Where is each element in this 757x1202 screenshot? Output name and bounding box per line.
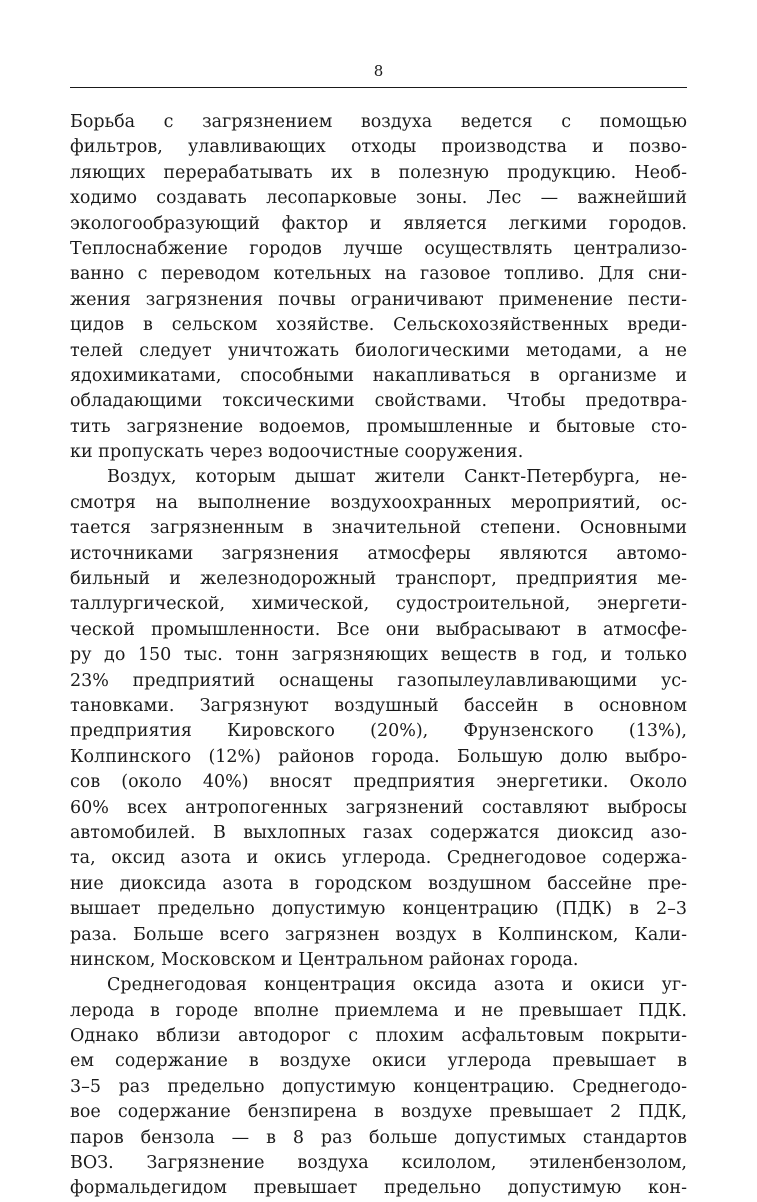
text-line: вое содержание бензпирена в воздухе превышает 2 ПДК, — [70, 1102, 687, 1123]
text-line: формальдегидом превышает предельно допустимую кон- — [70, 1178, 687, 1199]
text-line: смотря на выполнение воздухоохранных мероприятий, ос- — [70, 492, 687, 513]
text-line: та, оксид азота и окись углерода. Среднегодовое содержа- — [70, 848, 687, 869]
text-line: ходимо создавать лесопарковые зоны. Лес — важнейший — [70, 188, 687, 209]
text-line: тановками. Загрязнуют воздушный бассейн в основном — [70, 695, 687, 716]
paragraph-3 — [70, 973, 687, 1202]
text-line: телей следует уничтожать биологическими методами, а не — [70, 340, 687, 361]
text-line: ру до 150 тыс. тонн загрязняющих веществ в год, и только — [70, 645, 687, 666]
text-line: таллургической, химической, судостроительной, энергети- — [70, 594, 687, 615]
body-text — [70, 110, 687, 1202]
text-line: Теплоснабжение городов лучше осуществлять централизо- — [70, 238, 687, 259]
page-number: 8 — [373, 62, 384, 80]
text-line: 3–5 раз предельно допустимую концентрацию. Среднегодо- — [70, 1076, 687, 1097]
text-line: сов (около 40%) вносят предприятия энергетики. Около — [70, 772, 687, 793]
text-line: жения загрязнения почвы ограничивают применение пести- — [70, 289, 687, 310]
text-line: ванно с переводом котельных на газовое топливо. Для сни- — [70, 264, 687, 285]
text-line: раза. Больше всего загрязнен воздух в Колпинском, Кали- — [70, 924, 687, 945]
text-line: ние диоксида азота в городском воздушном бассейне пре- — [70, 873, 687, 894]
text-line: тается загрязненным в значительной степени. Основными — [70, 518, 687, 539]
text-line: обладающими токсическими свойствами. Чтобы предотвра- — [70, 391, 687, 412]
text-line: лерода в городе вполне приемлема и не превышает ПДК. — [70, 1000, 687, 1021]
text-line: ем содержание в воздухе окиси углерода превышает в — [70, 1051, 687, 1072]
paragraph-2 — [70, 465, 687, 973]
text-line: Колпинского (12%) районов города. Большую долю выбро- — [70, 746, 687, 767]
text-line: нинском, Московском и Центральном районах города. — [70, 949, 579, 970]
paragraph-1 — [70, 110, 687, 465]
text-line: предприятия Кировского (20%), Фрунзенского (13%), — [70, 721, 687, 742]
text-line: ВОЗ. Загрязнение воздуха ксилолом, этиленбензолом, — [70, 1153, 687, 1174]
text-line: фильтров, улавливающих отходы производства и позво- — [70, 137, 687, 158]
text-line: Воздух, которым дышат жители Санкт-Петербурга, не- — [107, 467, 687, 488]
text-line: ядохимикатами, способными накапливаться в организме и — [70, 365, 687, 386]
text-line: Однако вблизи автодорог с плохим асфальтовым покрыти- — [70, 1026, 687, 1047]
text-line: ки пропускать через водоочистные сооружения. — [70, 442, 524, 463]
text-line: экологообразующий фактор и является легкими городов. — [70, 213, 687, 234]
text-line: вышает предельно допустимую концентрацию (ПДК) в 2–3 — [70, 899, 687, 920]
text-line: Борьба с загрязнением воздуха ведется с помощью — [70, 112, 687, 132]
text-line: бильный и железнодорожный транспорт, предприятия ме- — [70, 569, 687, 590]
text-line: ческой промышленности. Все они выбрасывают в атмосфе- — [70, 619, 687, 640]
text-line: паров бензола — в 8 раз больше допустимых стандартов — [70, 1127, 687, 1148]
header-rule — [70, 87, 687, 88]
text-line: тить загрязнение водоемов, промышленные и бытовые сто- — [70, 416, 687, 437]
text-line: 60% всех антропогенных загрязнений составляют выбросы — [70, 797, 687, 818]
text-line: цидов в сельском хозяйстве. Сельскохозяйственных вреди- — [70, 315, 687, 336]
text-line: автомобилей. В выхлопных газах содержатся диоксид азо- — [70, 822, 687, 843]
text-line: источниками загрязнения атмосферы являются автомо- — [70, 543, 687, 564]
text-line: 23% предприятий оснащены газопылеулавливающими ус- — [70, 670, 687, 691]
text-line: ляющих перерабатывать их в полезную продукцию. Необ- — [70, 162, 687, 183]
text-line: Среднегодовая концентрация оксида азота и окиси уг- — [107, 975, 687, 996]
